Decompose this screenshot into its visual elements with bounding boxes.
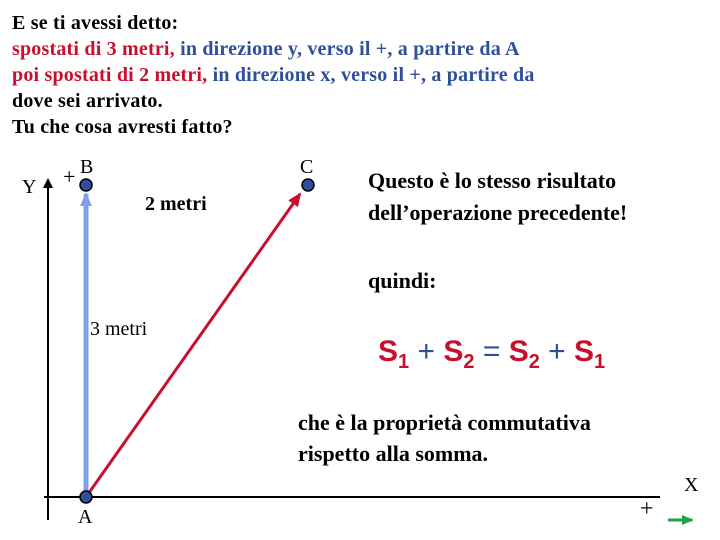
- formula-plus-1: +: [409, 335, 444, 368]
- intro-line-2-distance: spostati di 3 metri,: [12, 38, 181, 60]
- commutative-line-1: che è la proprietà commutativa: [298, 410, 591, 435]
- intro-line-5: Tu che cosa avresti fatto?: [12, 116, 233, 138]
- intro-line-4: dove sei arrivato.: [12, 90, 163, 112]
- intro-line-1: E se ti avessi detto:: [12, 12, 179, 34]
- formula-sub4: 1: [594, 351, 606, 373]
- intro-line-3-distance: poi spostati di 2 metri,: [12, 64, 213, 86]
- formula-s1: S: [378, 335, 399, 368]
- formula-plus-2: +: [539, 335, 575, 368]
- result-line-1: Questo è lo stesso risultato: [368, 168, 617, 193]
- commutative-text: [298, 407, 591, 469]
- y-plus-sign: +: [63, 164, 76, 189]
- point-b-label: B: [80, 156, 94, 178]
- formula-s2: S: [443, 335, 464, 368]
- formula-equals: =: [474, 335, 509, 368]
- commutative-formula: [378, 335, 605, 374]
- x-plus-sign: +: [640, 496, 654, 522]
- quindi-label: quindi:: [368, 268, 437, 293]
- point-a-label: A: [78, 506, 93, 528]
- point-a: [80, 491, 92, 503]
- formula-s4: S: [574, 335, 595, 368]
- formula-s3: S: [508, 335, 529, 368]
- vector-diagonal-2m: [86, 194, 300, 497]
- x-axis-label: X: [684, 474, 699, 496]
- result-text: [368, 165, 627, 229]
- point-c-label: C: [300, 156, 314, 178]
- diagonal-vector-label: 2 metri: [145, 193, 207, 215]
- formula-sub1: 1: [398, 351, 410, 373]
- intro-line-3-direction: in direzione x, verso il +, a partire da: [212, 64, 535, 86]
- point-b: [80, 179, 92, 191]
- formula-sub2: 2: [463, 351, 475, 373]
- commutative-line-2: rispetto alla somma.: [298, 441, 489, 466]
- intro-line-2-direction: in direzione y, verso il +, a partire da A: [180, 38, 520, 60]
- point-c: [302, 179, 314, 191]
- y-axis-label: Y: [22, 176, 37, 198]
- vertical-vector-label: 3 metri: [90, 318, 148, 340]
- result-line-2: dell’operazione precedente!: [368, 200, 628, 225]
- formula-sub3: 2: [528, 351, 540, 373]
